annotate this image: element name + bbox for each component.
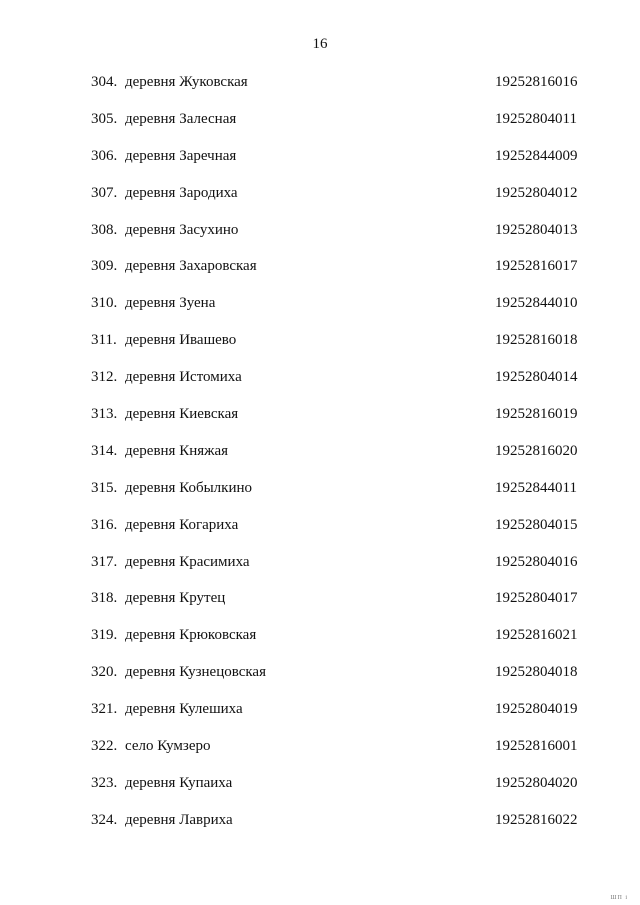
oktmo-code: 19252816022: [495, 811, 578, 828]
settlement-name: деревня Княжая: [125, 442, 229, 459]
list-item: [0, 367, 640, 404]
settlement-name: деревня Зародиха: [125, 184, 238, 201]
oktmo-code: 19252804017: [495, 590, 578, 607]
item-number: 310.: [91, 295, 118, 312]
list-item: [0, 478, 640, 515]
oktmo-code: 19252804011: [495, 110, 577, 127]
item-number: 318.: [91, 590, 118, 607]
list-item: [0, 146, 640, 183]
list-item: [0, 662, 640, 699]
footer-mark: ШП і: [610, 895, 628, 901]
settlement-name: деревня Захаровская: [125, 258, 257, 275]
oktmo-code: 19252804018: [495, 664, 578, 681]
item-number: 321.: [91, 701, 118, 718]
list-item: [0, 515, 640, 552]
settlement-name: деревня Крюковская: [125, 627, 257, 644]
item-number: 314.: [91, 442, 118, 459]
settlement-name: деревня Красимиха: [125, 553, 250, 570]
list-item: [0, 810, 640, 847]
list-item: [0, 736, 640, 773]
item-number: 306.: [91, 147, 118, 164]
settlement-name: деревня Купаиха: [125, 774, 233, 791]
item-number: 316.: [91, 516, 118, 533]
oktmo-code: 19252844010: [495, 295, 578, 312]
list-item: [0, 183, 640, 220]
list-item: [0, 625, 640, 662]
item-number: 313.: [91, 406, 118, 423]
oktmo-code: 19252816018: [495, 332, 578, 349]
item-number: 323.: [91, 774, 118, 791]
settlement-name: деревня Засухино: [125, 221, 239, 238]
oktmo-code: 19252816001: [495, 738, 578, 755]
page-number: 16: [312, 36, 328, 52]
list-item: [0, 330, 640, 367]
oktmo-code: 19252816016: [495, 74, 578, 90]
oktmo-code: 19252816021: [495, 627, 578, 644]
oktmo-code: 19252804019: [495, 701, 578, 718]
settlement-name: деревня Лавриха: [125, 811, 233, 828]
list-item: [0, 588, 640, 625]
item-number: 311.: [91, 332, 117, 349]
settlement-name: деревня Жуковская: [125, 74, 248, 90]
oktmo-code: 19252804014: [495, 369, 578, 386]
settlement-name: деревня Ивашево: [125, 332, 237, 349]
settlement-list: [0, 72, 640, 847]
settlement-name: деревня Кузнецовская: [125, 664, 266, 681]
oktmo-code: 19252816020: [495, 442, 578, 459]
list-item: [0, 256, 640, 293]
list-item: [0, 404, 640, 441]
item-number: 324.: [91, 811, 118, 828]
oktmo-code: 19252804015: [495, 516, 578, 533]
list-item: [0, 441, 640, 478]
oktmo-code: 19252804016: [495, 553, 578, 570]
item-number: 312.: [91, 369, 118, 386]
item-number: 317.: [91, 553, 118, 570]
settlement-name: деревня Кулешиха: [125, 701, 243, 718]
item-number: 319.: [91, 627, 118, 644]
oktmo-code: 19252816017: [495, 258, 578, 275]
settlement-name: деревня Залесная: [125, 110, 237, 127]
item-number: 309.: [91, 258, 118, 275]
oktmo-code: 19252844009: [495, 147, 578, 164]
list-item: [0, 773, 640, 810]
oktmo-code: 19252844011: [495, 479, 577, 496]
item-number: 308.: [91, 221, 118, 238]
list-item: [0, 109, 640, 146]
settlement-name: деревня Киевская: [125, 406, 239, 423]
settlement-name: село Кумзеро: [125, 738, 211, 755]
oktmo-code: 19252804013: [495, 221, 578, 238]
list-item: [0, 552, 640, 589]
settlement-name: деревня Заречная: [125, 147, 237, 164]
item-number: 322.: [91, 738, 118, 755]
item-number: 307.: [91, 184, 118, 201]
item-number: 304.: [91, 74, 118, 90]
settlement-name: деревня Истомиха: [125, 369, 242, 386]
settlement-name: деревня Зуена: [125, 295, 216, 312]
settlement-name: деревня Кобылкино: [125, 479, 253, 496]
settlement-name: деревня Крутец: [125, 590, 226, 607]
oktmo-code: 19252804020: [495, 774, 578, 791]
list-item: [0, 293, 640, 330]
oktmo-code: 19252804012: [495, 184, 578, 201]
item-number: 315.: [91, 479, 118, 496]
settlement-name: деревня Когариха: [125, 516, 239, 533]
oktmo-code: 19252816019: [495, 406, 578, 423]
item-number: 305.: [91, 110, 118, 127]
list-item: [0, 699, 640, 736]
list-item: [0, 220, 640, 257]
list-item: [0, 72, 640, 109]
item-number: 320.: [91, 664, 118, 681]
